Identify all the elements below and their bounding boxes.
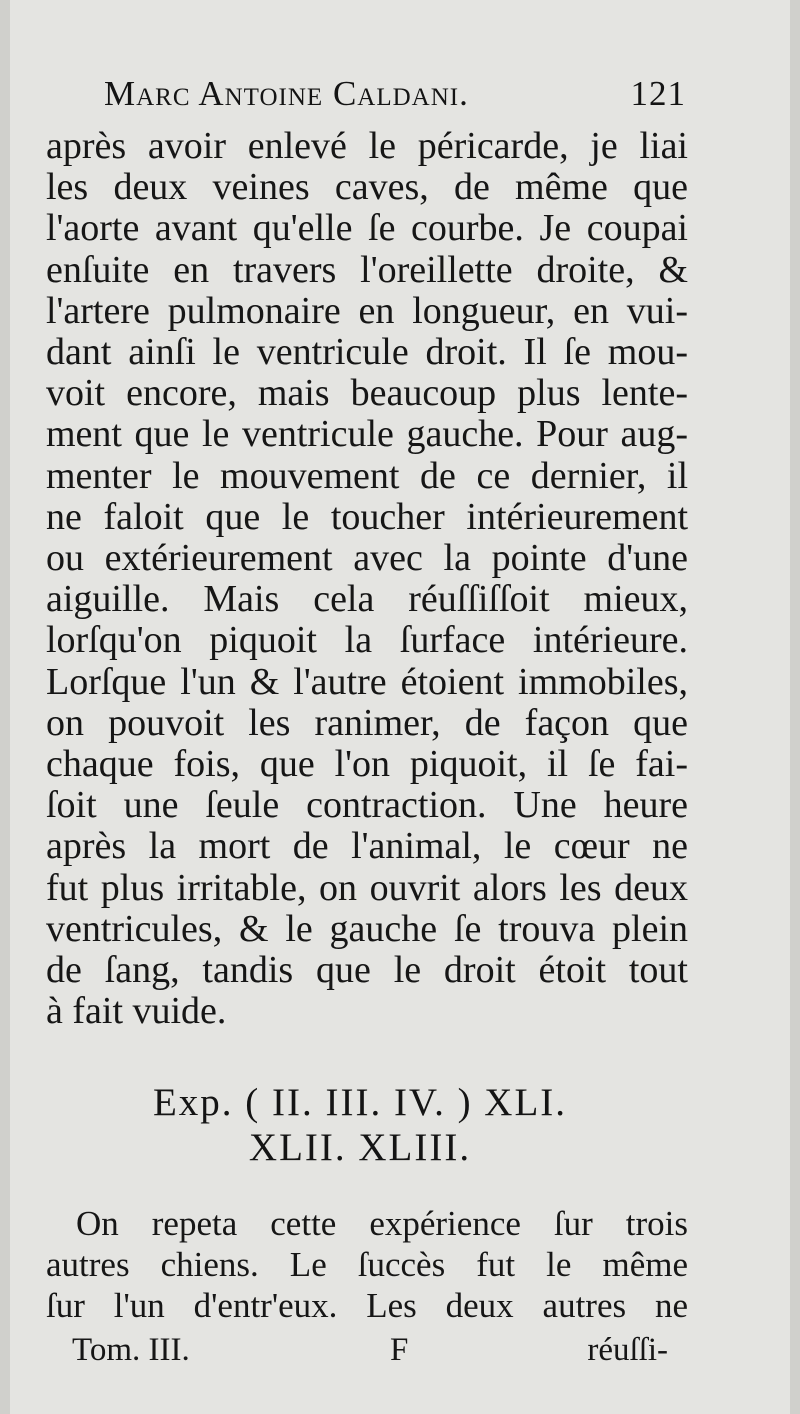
section-text: [46, 1203, 688, 1326]
text-line: Lorſque l'un & l'autre étoient immobiles,: [46, 660, 688, 703]
text-line: chaque fois, que l'on piquoit, il ſe fai-: [46, 743, 688, 786]
running-head: Marc Antoine Caldani.: [104, 74, 469, 113]
text-line: aiguille. Mais cela réuſſiſſoit mieux,: [46, 578, 688, 621]
heading-line-1: Exp. ( II. III. IV. ) XLI.: [152, 1081, 568, 1124]
text-line: après la mort de l'animal, le cœur ne: [46, 825, 688, 868]
text-line: ſoit une ſeule contraction. Une heure: [46, 784, 688, 827]
heading-line-2: XLII. XLIII.: [248, 1126, 472, 1169]
text-line: ſur l'un d'entr'eux. Les deux autres ne: [46, 1286, 688, 1325]
page-left-edge: [0, 0, 10, 1414]
text-line: les deux veines caves, de même que: [46, 166, 688, 209]
section-heading: [80, 1080, 640, 1170]
text-line: l'artere pulmonaire en longueur, en vui-: [46, 289, 688, 332]
catchword: réuſſi-: [587, 1332, 668, 1368]
text-line: ventricules, & le gauche ſe trouva plein: [46, 907, 688, 950]
page-number: 121: [630, 74, 686, 113]
volume-reference: Tom. III.: [72, 1332, 190, 1368]
text-line: à fait vuide.: [46, 990, 227, 1033]
text-line: dant ainſi le ventricule droit. Il ſe mou-: [46, 331, 688, 374]
text-line: on pouvoit les ranimer, de façon que: [46, 701, 688, 744]
page-footer: [72, 1332, 668, 1376]
page-right-edge: [790, 0, 800, 1414]
text-line: enſuite en travers l'oreillette droite, &: [46, 248, 688, 291]
main-text: [46, 126, 688, 1032]
text-line: On repeta cette expérience ſur trois: [76, 1204, 688, 1243]
text-line: l'aorte avant qu'elle ſe courbe. Je coupai: [46, 207, 688, 250]
text-line: après avoir enlevé le péricarde, je liai: [46, 125, 688, 167]
text-line: ne faloit que le toucher intérieurement: [46, 495, 688, 538]
text-line: menter le mouvement de ce dernier, il: [46, 454, 688, 497]
text-line: voit encore, mais beaucoup plus lente-: [46, 372, 688, 415]
page-header: [104, 74, 686, 124]
text-line: ment que le ventricule gauche. Pour aug-: [46, 413, 688, 456]
signature-mark: F: [390, 1332, 409, 1368]
text-line: ou extérieurement avec la pointe d'une: [46, 537, 688, 580]
text-line: de ſang, tandis que le droit étoit tout: [46, 949, 688, 992]
text-line: lorſqu'on piquoit la ſurface intérieure.: [46, 619, 688, 662]
text-line: fut plus irritable, on ouvrit alors les deux: [46, 866, 688, 909]
text-line: autres chiens. Le ſuccès fut le même: [46, 1245, 688, 1284]
